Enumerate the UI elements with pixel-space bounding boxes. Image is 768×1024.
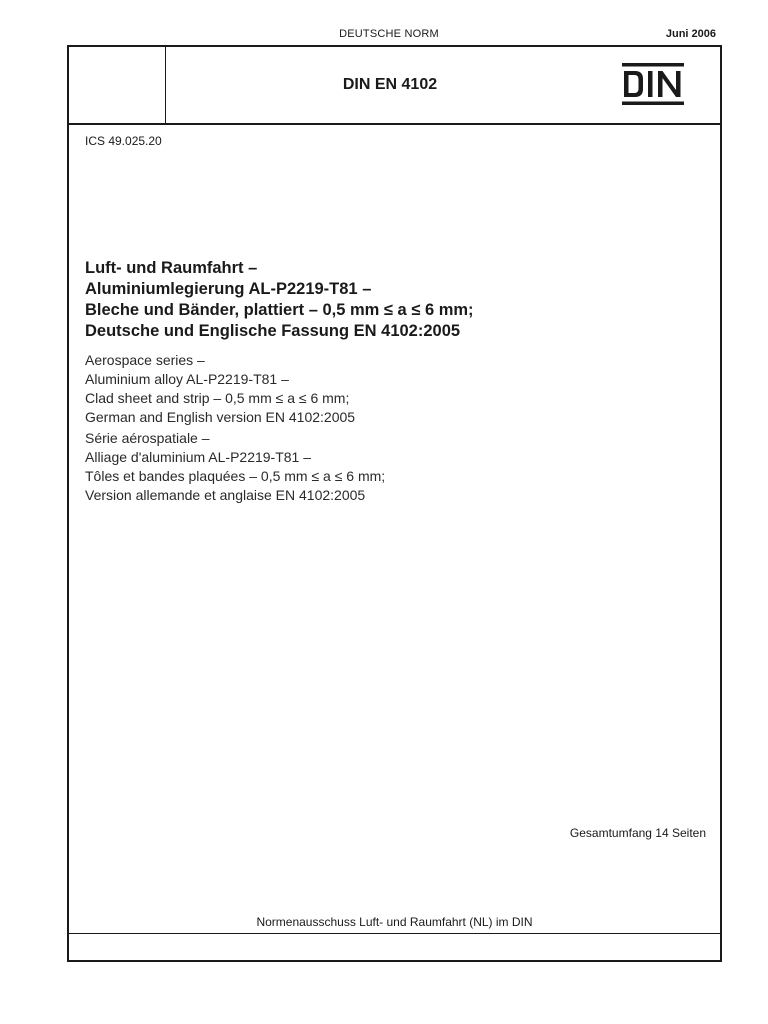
- din-logo-icon: [622, 63, 684, 105]
- norm-label: DEUTSCHE NORM: [339, 28, 439, 40]
- title-english-line: Clad sheet and strip – 0,5 mm ≤ a ≤ 6 mm;: [85, 390, 350, 406]
- title-french-line: Version allemande et anglaise EN 4102:2005: [85, 487, 366, 503]
- total-pages: Gesamtumfang 14 Seiten: [569, 826, 706, 840]
- title-english-line: Aluminium alloy AL-P2219-T81 –: [85, 371, 289, 387]
- title-french-line: Alliage d'aluminium AL-P2219-T81 –: [85, 449, 312, 465]
- title-english: [85, 351, 685, 427]
- footer-divider: [69, 933, 720, 934]
- title-german-line: Luft- und Raumfahrt –: [85, 259, 258, 277]
- din-logo: [622, 63, 684, 105]
- ics-code: ICS 49.025.20: [85, 134, 162, 148]
- title-english-line: Aerospace series –: [85, 352, 205, 368]
- header-left-cell: [69, 47, 166, 123]
- title-german-line: Bleche und Bänder, plattiert – 0,5 mm ≤ a ≤ 6 mm;: [85, 301, 474, 319]
- publication-date: Juni 2006: [665, 28, 716, 40]
- document-number: DIN EN 4102: [342, 76, 438, 93]
- title-french-line: Tôles et bandes plaquées – 0,5 mm ≤ a ≤ 6 mm;: [85, 468, 386, 484]
- title-german-line: Aluminiumlegierung AL-P2219-T81 –: [85, 280, 372, 298]
- document-frame: [67, 45, 722, 962]
- title-french-line: Série aérospatiale –: [85, 430, 210, 446]
- title-german-line: Deutsche und Englische Fassung EN 4102:2005: [85, 322, 461, 340]
- title-german: [85, 258, 705, 342]
- title-english-line: German and English version EN 4102:2005: [85, 409, 356, 425]
- header-row: [69, 47, 720, 125]
- committee-name: Normenausschuss Luft- und Raumfahrt (NL) im DIN: [256, 915, 533, 929]
- title-french: [85, 429, 685, 505]
